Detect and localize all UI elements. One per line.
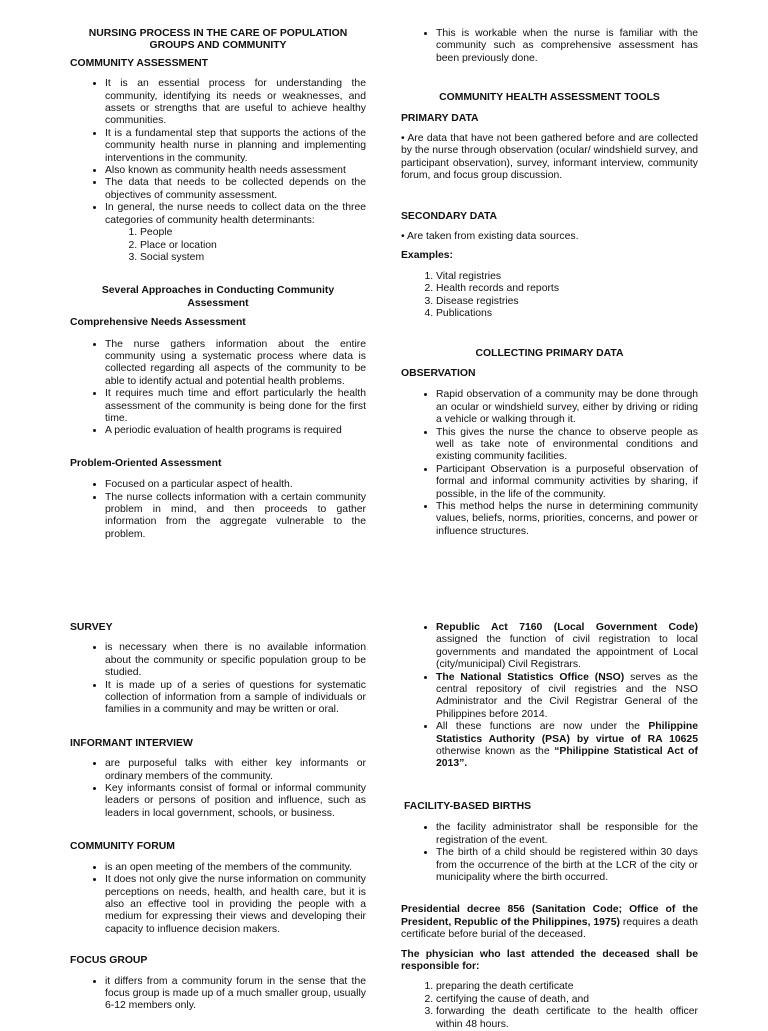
list-item: • This gives the nurse the chance to observe people as well as take note of environmental conditions and existing community facilities.: [436, 427, 698, 464]
list-item: • It requires much time and effort particularly the health assessment of the community is being done for the first time.: [105, 388, 366, 425]
informant-interview-list: [70, 758, 366, 820]
presidential-decree-rest: requires a death certificate before burial of the deceased.: [401, 916, 699, 941]
nso-text: The National Statistics Office (NSO): [436, 671, 625, 683]
facility-births-list: [401, 822, 698, 884]
list-item: • it differs from a community forum in the sense that the focus group is made up of a much smaller group, usually 6-12 members only.: [105, 976, 366, 1013]
list-item: • Participant Observation is a purposeful observation of formal and informal community activities by sharing, if possible, in the life of the community.: [436, 464, 698, 501]
psa-text: Philippine Statistics Authority (PSA) by virtue of RA 10625: [436, 721, 698, 745]
comprehensive-needs-list: [70, 339, 366, 438]
page1-left-column: [70, 28, 366, 541]
list-item: • Rapid observation of a community may be done through an ocular or windshield survey, either by driving or riding a vehicle or walking through it.: [436, 389, 698, 426]
list-item: 1. preparing the death certificate: [436, 981, 698, 993]
presidential-decree-bold: Presidential decree 856 (Sanitation Code; Office of the President, Republic of the Philippines, 1975): [401, 904, 698, 928]
list-item: [436, 672, 698, 722]
list-item: • It is a fundamental step that supports the actions of the community health nurse in planning and implementing interventions in the community.: [105, 128, 366, 165]
primary-data-heading: PRIMARY DATA: [401, 112, 479, 124]
list-item: 4. Publications: [436, 308, 698, 320]
list-item: • It does not only give the nurse information on community perceptions on needs, health, and health care, but it is also an effective tool in providing the people with a medium for expressing their views and developing their capacity to influence decision makers.: [105, 874, 366, 936]
list-item: 1. Vital registries: [436, 271, 698, 283]
survey-heading: SURVEY: [70, 622, 113, 633]
survey-list: [70, 642, 366, 716]
list-item: • The birth of a child should be registered within 30 days from the occurrence of the birth at the LCR of the city or municipality where the birth occurred.: [436, 847, 698, 884]
statistical-act-text: “Philippine Statistical Act of 2013”.: [436, 746, 698, 770]
comprehensive-needs-heading: Comprehensive Needs Assessment: [70, 317, 246, 329]
page2-left-column: [70, 622, 366, 1013]
informant-interview-heading: INFORMANT INTERVIEW: [70, 737, 193, 749]
primary-data-text: • Are data that have not been gathered before and are collected by the nurse through observation (ocular/ windshield survey, and participant observation), survey, informant interview, community forum, and focus group discussion.: [401, 133, 698, 182]
community-assessment-heading: COMMUNITY ASSESSMENT: [70, 57, 208, 69]
civil-registration-list: [401, 622, 698, 771]
workable-list: [401, 28, 698, 65]
focus-group-heading: FOCUS GROUP: [70, 955, 148, 967]
observation-list: [401, 389, 698, 538]
list-item-text: In general, the nurse needs to collect data on the three categories of community health determinants:: [105, 202, 366, 226]
page2-right-column: [401, 622, 698, 1031]
list-item: 2. certifying the cause of death, and: [436, 994, 698, 1006]
list-item: • A periodic evaluation of health programs is required: [105, 425, 366, 437]
list-item: • are purposeful talks with either key informants or ordinary members of the community.: [105, 758, 366, 783]
list-item: • The nurse gathers information about the entire community using a systematic process where data is collected regarding all aspects of the community to be able to identify actual and potential health problems.: [105, 339, 366, 389]
list-item: • Focused on a particular aspect of health.: [105, 479, 366, 491]
list-item: 2. Health records and reports: [436, 283, 698, 295]
page1-right-column: [401, 28, 698, 538]
problem-oriented-list: [70, 479, 366, 541]
focus-group-list: [70, 976, 366, 1013]
examples-list: [401, 271, 698, 321]
list-item: 3. Social system: [140, 252, 366, 264]
list-item: • is necessary when there is no available information about the community or specific population group to be studied.: [105, 642, 366, 679]
republic-act-text: Republic Act 7160 (Local Government Code): [436, 622, 698, 633]
presidential-decree-text: [401, 904, 698, 941]
community-forum-list: [70, 862, 366, 936]
list-item: [105, 202, 366, 264]
list-item: • Key informants consist of formal or informal community leaders or persons of position and influence, such as leaders in local government, schools, or business.: [105, 783, 366, 820]
list-item: • The data that needs to be collected depends on the objectives of community assessment.: [105, 177, 366, 202]
collecting-primary-data-title: COLLECTING PRIMARY DATA: [475, 347, 624, 359]
list-item: • It is an essential process for understanding the community, identifying its needs or weaknesses, and assets or strengths that are useful to achieve healthy communities.: [105, 78, 366, 128]
community-forum-heading: COMMUNITY FORUM: [70, 841, 175, 853]
list-item-text: All these functions are now under the: [436, 721, 649, 733]
list-item-text: assigned the function of civil registration to local governments and mandated the appointment of Local (city/municipal) Civil Registrars.: [436, 634, 698, 671]
examples-heading: Examples:: [401, 250, 453, 262]
determinants-list: [70, 227, 366, 264]
list-item: 3. forwarding the death certificate to the health officer within 48 hours.: [436, 1006, 698, 1031]
assessment-tools-title: COMMUNITY HEALTH ASSESSMENT TOOLS: [439, 92, 660, 104]
observation-heading: OBSERVATION: [401, 367, 476, 379]
list-item-text: otherwise known as the: [436, 746, 555, 758]
list-item: • Also known as community health needs assessment: [105, 165, 366, 177]
list-item: • is an open meeting of the members of the community.: [105, 862, 366, 874]
physician-heading: The physician who last attended the deceased shall be responsible for:: [401, 948, 698, 972]
community-assessment-list: [70, 78, 366, 264]
list-item: [436, 721, 698, 771]
problem-oriented-heading: Problem-Oriented Assessment: [70, 457, 222, 469]
list-item: • The nurse collects information with a certain community problem in mind, and then proceeds to gather information from the aggregate vulnerable to the problem.: [105, 492, 366, 542]
list-item: • It is made up of a series of questions for systematic collection of information from a sample of individuals or families in a community and may be written or oral.: [105, 680, 366, 717]
secondary-data-heading: SECONDARY DATA: [401, 210, 498, 222]
facility-based-births-heading: FACILITY-BASED BIRTHS: [404, 800, 532, 812]
list-item: 1. People: [140, 227, 366, 239]
list-item-text: serves as the central repository of civil registries and the NSO Administrator and the Civil Registrar General of the Philippines before 2014.: [436, 671, 698, 720]
list-item: • This is workable when the nurse is familiar with the community such as comprehensive assessment has been previously done.: [436, 28, 698, 65]
list-item: 2. Place or location: [140, 240, 366, 252]
list-item: • the facility administrator shall be responsible for the registration of the event.: [436, 822, 698, 847]
secondary-data-text: • Are taken from existing data sources.: [401, 231, 579, 243]
document-title: NURSING PROCESS IN THE CARE OF POPULATION GROUPS AND COMMUNITY: [88, 28, 348, 52]
list-item: • This method helps the nurse in determining community values, beliefs, norms, priorities, concerns, and power or influence structures.: [436, 501, 698, 538]
list-item: [436, 622, 698, 672]
list-item: 3. Disease registries: [436, 296, 698, 308]
approaches-title: Several Approaches in Conducting Community Assessment: [101, 285, 335, 309]
